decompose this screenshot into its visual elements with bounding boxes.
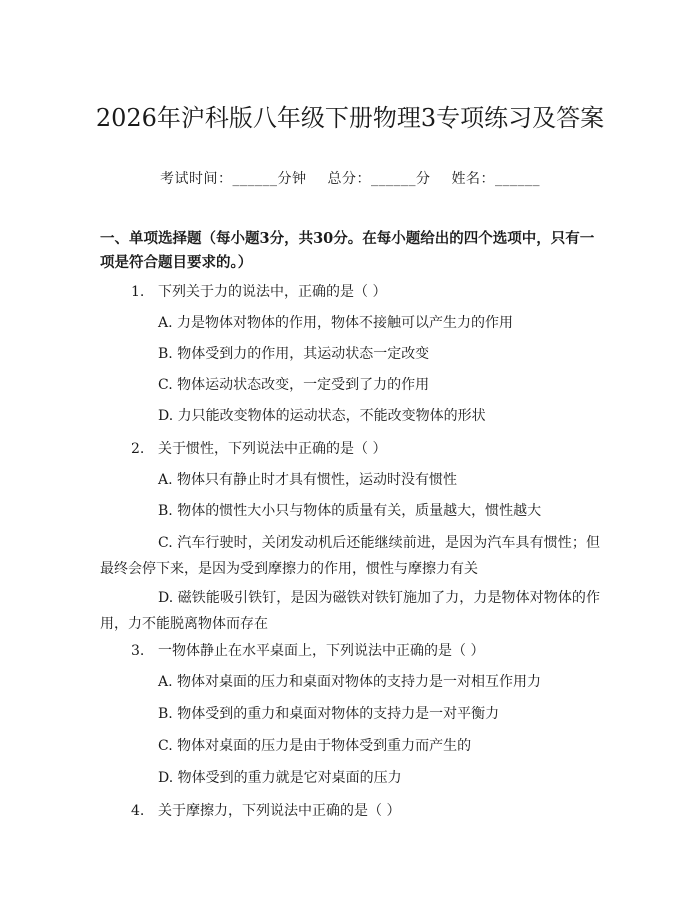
- question-stem: 下列关于力的说法中，正确的是（ ）: [158, 284, 387, 300]
- question-number: 3.: [131, 643, 145, 659]
- question-4: [131, 801, 400, 821]
- question-number: 1.: [131, 284, 145, 300]
- exam-time: 考试时间：______分钟: [160, 171, 307, 187]
- question-stem: 关于摩擦力，下列说法中正确的是（ ）: [158, 803, 401, 819]
- q3-option-d: D. 物体受到的重力就是它对桌面的压力: [158, 770, 402, 786]
- q2-option-a: A. 物体只有静止时才具有惯性，运动时没有惯性: [158, 472, 458, 488]
- student-name: 姓名：______: [451, 171, 540, 187]
- page-title: 2026年沪科版八年级下册物理3专项练习及答案: [95, 104, 605, 133]
- q2-option-b: B. 物体的惯性大小只与物体的质量有关，质量越大，惯性越大: [158, 503, 542, 519]
- q1-option-a: A. 力是物体对物体的作用，物体不接触可以产生力的作用: [158, 315, 514, 331]
- q2-option-c: C. 汽车行驶时，关闭发动机后还能继续前进，是因为汽车具有惯性；但最终会停下来，是因为受到摩擦力的作用，惯性与摩擦力有关: [100, 535, 600, 577]
- q1-option-b: B. 物体受到力的作用，其运动状态一定改变: [158, 346, 430, 362]
- exam-total-score: 总分：______分: [327, 171, 431, 187]
- q2-option-d: D. 磁铁能吸引铁钉，是因为磁铁对铁钉施加了力，力是物体对物体的作用，力不能脱离物体而存在: [100, 590, 600, 632]
- question-1: [131, 282, 386, 302]
- question-stem: 关于惯性，下列说法中正确的是（ ）: [158, 441, 387, 457]
- q1-option-c: C. 物体运动状态改变，一定受到了力的作用: [158, 377, 430, 393]
- q3-option-a: A. 物体对桌面的压力和桌面对物体的支持力是一对相互作用力: [158, 674, 542, 690]
- exam-meta: [0, 168, 700, 188]
- q3-option-c: C. 物体对桌面的压力是由于物体受到重力而产生的: [158, 738, 472, 754]
- q1-option-d: D. 力只能改变物体的运动状态，不能改变物体的形状: [158, 408, 486, 424]
- question-number: 4.: [131, 803, 145, 819]
- question-number: 2.: [131, 441, 145, 457]
- section-heading: 一、单项选择题（每小题3分，共30分。在每小题给出的四个选项中，只有一项是符合题目要求的。）: [100, 230, 595, 271]
- question-3: [131, 641, 484, 661]
- question-2: [131, 439, 386, 459]
- question-stem: 一物体静止在水平桌面上，下列说法中正确的是（ ）: [158, 643, 485, 659]
- q3-option-b: B. 物体受到的重力和桌面对物体的支持力是一对平衡力: [158, 706, 500, 722]
